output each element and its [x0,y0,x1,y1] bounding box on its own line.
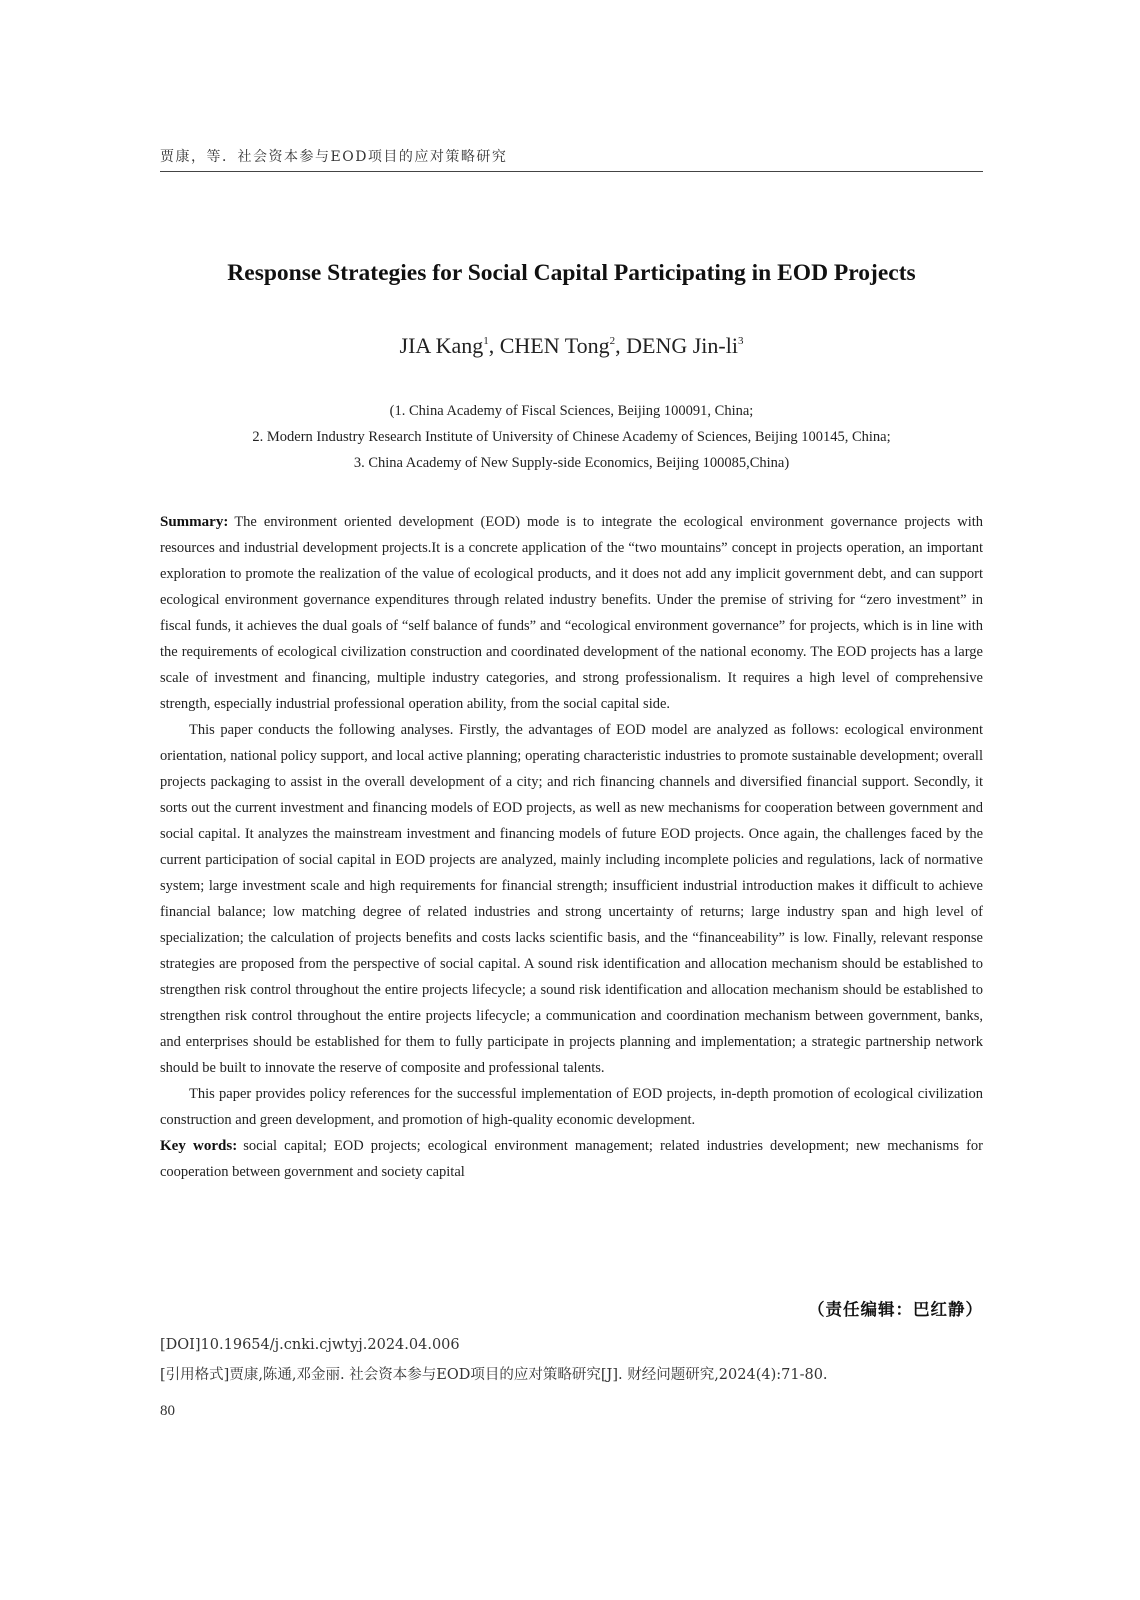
author-name: CHEN Tong [499,333,610,358]
author-name: DENG Jin-li [626,333,738,358]
author-affiliation-marker: 2 [609,335,616,347]
summary-paragraph: This paper provides policy references for the successful implementation of EOD projects, in-depth promotion of ecological civilization construction and green development, and promotion of high-quality economic development. [160,1086,983,1128]
author-affiliation-marker: 1 [483,335,489,347]
author-separator: , [615,333,627,358]
doi-line: [DOI]10.19654/j.cnki.cjwtyj.2024.04.006 [160,1337,460,1353]
affiliation-line: 2. Modern Industry Research Institute of University of Chinese Academy of Sciences, Beijing 100145, China; [252,429,891,445]
affiliation-line: (1. China Academy of Fiscal Sciences, Beijing 100091, China; [389,403,754,419]
keywords-text: social capital; EOD projects; ecological environment management; related industries development; new mechanisms for cooperation between government and society capital [160,1138,983,1180]
author-affiliation-marker: 3 [737,335,744,347]
citation-format-line: [引用格式]贾康,陈通,邓金丽. 社会资本参与EOD项目的应对策略研究[J]. 财经问题研究,2024(4):71-80. [160,1367,828,1383]
summary-paragraph [160,509,983,717]
keywords-label: Key words: [160,1138,238,1154]
abstract-section [160,509,983,1185]
summary-label: Summary: [160,514,229,530]
summary-text: The environment oriented development (EOD) mode is to integrate the ecological environment governance projects with resources and industrial development projects.It is a concrete application of the “two mountains” concept in projects operation, an important exploration to promote the realization of the value of ecological products, and it does not add any implicit government debt, and can support ecological environment governance expenditures through related industry benefits. Under the premise of striving for “zero investment” in fiscal funds, it achieves the dual goals of “self balance of funds” and “ecological environment governance” for projects, which is in line with the requirements of ecological civilization construction and coordinated development of the national economy. The EOD projects has a large scale of investment and financing, multiple industry categories, and strong professionalism. It requires a high level of comprehensive strength, especially industrial professional operation ability, from the social capital side. [160,514,983,712]
page-number: 80 [160,1403,175,1419]
author-name: JIA Kang [399,333,484,358]
article-title: Response Strategies for Social Capital Participating in EOD Projects [227,260,916,286]
author-separator: , [488,333,500,358]
summary-paragraph: This paper conducts the following analyses. Firstly, the advantages of EOD model are analyzed as follows: ecological environment orientation, national policy support, and local active planning; operating characteristic industries to promote sustainable development; overall projects packaging to assist in the overall development of a city; and rich financing channels and diversified financial support. Secondly, it sorts out the current investment and financing models of EOD projects, as well as new mechanisms for cooperation between government and social capital. It analyzes the mainstream investment and financing models of future EOD projects. Once again, the challenges faced by the current participation of social capital in EOD projects are analyzed, mainly including incomplete policies and regulations, lack of normative system; large investment scale and high requirements for financial strength; insufficient industrial introduction makes it difficult to achieve financial balance; low matching degree of related industries and strong uncertainty of returns; large industry span and high level of specialization; the calculation of projects benefits and costs lacks scientific basis, and the “financeability” is low. Finally, relevant response strategies are proposed from the perspective of social capital. A sound risk identification and allocation mechanism should be established to strengthen risk control throughout the entire projects lifecycle; a sound risk identification and allocation mechanism should be established to strengthen risk control throughout the entire projects lifecycle; a communication and coordination mechanism between government, banks, and enterprises should be established for them to fully participate in projects planning and implementation; a strategic partnership network should be built to innovate the reserve of composite and professional talents. [160,722,983,1076]
running-header: 贾康，等．社会资本参与EOD项目的应对策略研究 [160,146,983,172]
author-list [160,333,983,359]
responsible-editor: （责任编辑：巴红静） [808,1300,983,1319]
keywords-paragraph [160,1133,983,1185]
affiliation-line: 3. China Academy of New Supply-side Economics, Beijing 100085,China) [353,455,790,471]
